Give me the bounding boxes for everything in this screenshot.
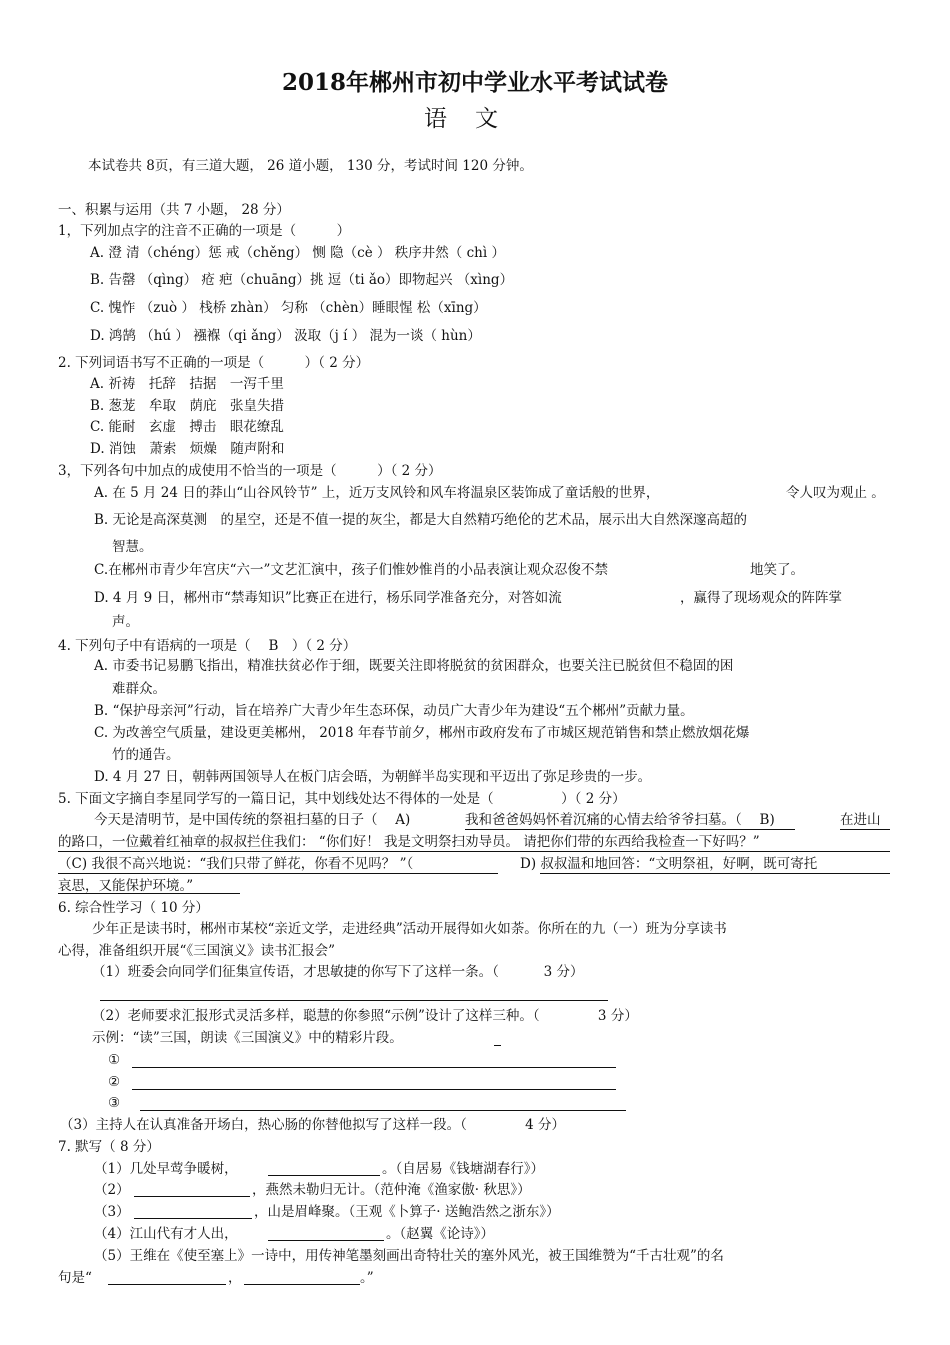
exam-intro: 本试卷共 8页，有三道大题， 26 道小题， 130 分，考试时间 120 分钟。: [88, 158, 533, 174]
q3-stem: 3，下列各句中加点的成使用不恰当的一项是（ ）（ 2 分）: [58, 463, 442, 479]
q7-blank-5[interactable]: [108, 1284, 226, 1285]
q3-option-b: B. 无论是高深莫测 的星空，还是不值一提的灰尘，都是大自然精巧绝伦的艺术品，展示出大自然深邃高超的: [94, 512, 748, 528]
q3-option-a: A. 在 5 月 24 日的莽山“山谷风铃节” 上，近万支风铃和风车将温泉区装饰成了童话般的世界，: [94, 485, 660, 501]
section-heading: 一、积累与运用（共 7 小题， 28 分）: [58, 202, 290, 218]
q4-option-c: C. 为改善空气质量，建设更美郴州， 2018 年春节前夕，郴州市政府发布了市城区规范销售和禁止燃放烟花爆: [94, 725, 750, 741]
q6-num-3: ③: [108, 1095, 121, 1111]
q3-option-d: D. 4 月 9 日，郴州市“禁毒知识”比赛正在进行，杨乐同学准备充分，对答如流: [94, 590, 562, 606]
q5-text-3b: D) 叔叔温和地回答：“文明祭祖，好啊，既可寄托: [520, 856, 818, 872]
q5-text-2: 的路口，一位戴着红袖章的叔叔拦住我们： “你们好！ 我是文明祭扫劝导员。 请把你们带的东西给我检查一下好吗？”: [58, 834, 760, 850]
q7-line-3b: ，山是眉峰聚。（王观《卜算子· 送鲍浩然之浙东》）: [254, 1204, 560, 1220]
q5-underline-c3: [58, 873, 498, 874]
q4-option-b: B. “保护母亲河”行动，旨在培养广大青少年生态环保，动员广大青少年为建设“五个郴州”贡献力量。: [94, 703, 694, 719]
q6-sub-2: （2）老师要求汇报形式灵活多样，聪慧的你参照“示例”设计了这样三种。（ 3 分）: [92, 1008, 638, 1024]
exam-title: 2018年郴州市初中学业水平考试试卷: [281, 69, 668, 96]
q6-answer-line-3[interactable]: [132, 1089, 616, 1090]
q6-answer-line-2[interactable]: [132, 1067, 616, 1068]
q2-option-c: C. 能耐 玄虚 搏击 眼花缭乱: [90, 419, 284, 435]
q6-example-mark: [494, 1045, 501, 1046]
q2-stem: 2. 下列词语书写不正确的一项是（ ）（ 2 分）: [58, 355, 370, 371]
q7-line-5: （5）王维在《使至塞上》一诗中，用传神笔墨刻画出奇特壮关的塞外风光，被王国维赞为“千古壮观”的名: [94, 1248, 724, 1264]
q5-text-1a: 今天是清明节，是中国传统的祭祖扫墓的日子（ A): [94, 812, 411, 828]
q3-option-d-end: ，赢得了现场观众的阵阵掌: [680, 590, 842, 606]
q5-text-3a: （C) 我很不高兴地说：“我们只带了鲜花，你看不见吗？ ”（: [58, 856, 414, 872]
q6-num-2: ②: [108, 1074, 121, 1090]
q5-underline-d2: [58, 893, 240, 894]
q4-option-a: A. 市委书记易鹏飞指出，精准扶贫必作于细，既要关注即将脱贫的贫困群众，也要关注已脱贫但不稳固的困: [94, 658, 734, 674]
q5-text-1c: 在进山: [840, 812, 881, 828]
q5-text-4: 哀思，又能保护环境。”: [58, 878, 194, 894]
q7-line-4b: 。（赵翼《论诗》）: [386, 1226, 494, 1242]
q3-option-d-cont: 声。: [112, 614, 139, 630]
q6-num-1: ①: [108, 1052, 121, 1068]
q4-option-d: D. 4 月 27 日，朝韩两国领导人在板门店会晤，为朝鲜半岛实现和平迈出了弥足珍贵的一步。: [94, 769, 652, 785]
q7-line-2a: （2）: [94, 1182, 130, 1198]
q3-option-a-idiom: 令人叹为观止 。: [786, 485, 885, 501]
q6-answer-line-1[interactable]: [100, 1000, 608, 1001]
q2-option-a: A. 祈祷 托辞 拮据 一泻千里: [90, 376, 284, 392]
q3-option-c: C.在郴州市青少年宫庆“六一”文艺汇演中，孩子们惟妙惟肖的小品表演让观众忍俊不禁: [94, 562, 608, 578]
q7-line-3a: （3）: [94, 1204, 130, 1220]
q5-underline-c2: [58, 851, 890, 852]
q6-stem: 6. 综合性学习（ 10 分）: [58, 900, 209, 916]
q5-underline-b: [465, 829, 795, 830]
q1-option-b: B. 告罄 （qìng） 疮 疤（chuāng）挑 逗（ti ǎo）即物起兴 （xìng）: [90, 272, 514, 288]
q1-option-a: A. 澄 清（chéng）惩 戒（chěng） 恻 隐（cè ） 秩序井然（ chì ）: [90, 245, 505, 261]
q6-passage-2: 心得，准备组织开展“《三国演义》读书汇报会”: [58, 943, 336, 959]
q7-line-1a: （1）几处早莺争暖树，: [94, 1161, 238, 1177]
q6-sub-3: （3）主持人在认真准备开场白，热心肠的你替他拟写了这样一段。（ 4 分）: [60, 1117, 566, 1133]
q7-blank-6[interactable]: [244, 1284, 360, 1285]
q1-option-d: D. 鸿鹄 （hú ） 襁褓（qi ǎng） 汲取（j í ） 混为一谈（ hùn）: [90, 328, 481, 344]
q7-stem: 7. 默写（ 8 分）: [58, 1139, 160, 1155]
q5-underline-c1: [840, 829, 890, 830]
q7-blank-2[interactable]: [134, 1196, 250, 1197]
q4-option-c-cont: 竹的通告。: [112, 747, 180, 763]
q2-option-b: B. 葱茏 牟取 荫庇 张皇失措: [90, 398, 285, 414]
q7-line-4a: （4）江山代有才人出，: [94, 1226, 238, 1242]
q7-blank-4[interactable]: [268, 1240, 384, 1241]
q7-line-6c: 。”: [360, 1270, 374, 1286]
q7-line-6b: ，: [228, 1270, 242, 1286]
q6-sub-1: （1）班委会向同学们征集宣传语，才思敏捷的你写下了这样一条。（ 3 分）: [92, 964, 584, 980]
q5-text-1b: 我和爸爸妈妈怀着沉痛的心情去给爷爷扫墓。（ B): [465, 812, 775, 828]
q3-option-c-end: 地笑了。: [750, 562, 804, 578]
q6-answer-line-4[interactable]: [140, 1110, 626, 1111]
q7-blank-3[interactable]: [134, 1218, 252, 1219]
exam-subject: 语文: [424, 106, 526, 132]
q5-stem: 5. 下面文字摘自李星同学写的一篇日记，其中划线处达不得体的一处是（ ）（ 2 分）: [58, 791, 626, 807]
q7-blank-1[interactable]: [268, 1175, 380, 1176]
q3-option-b-cont: 智慧。: [112, 539, 153, 555]
q7-line-1b: 。（自居易《钱塘湖春行》）: [382, 1161, 544, 1177]
q1-stem: 1，下列加点字的注音不正确的一项是（ ）: [58, 223, 351, 239]
q7-line-6a: 句是“: [58, 1270, 92, 1286]
q7-line-2b: ，燕然未勒归无计。（范仲淹《渔家傲· 秋思》）: [252, 1182, 531, 1198]
q5-underline-d1: [540, 873, 890, 874]
q4-stem: 4. 下列句子中有语病的一项是（ B ）（ 2 分）: [58, 638, 357, 654]
q6-example: 示例：“读”三国，朗读《三国演义》中的精彩片段。: [92, 1030, 403, 1046]
q4-option-a-cont: 难群众。: [112, 681, 166, 697]
q1-option-c: C. 愧怍 （zuò ） 栈桥 zhàn） 匀称 （chèn）睡眼惺 松（xīng）: [90, 300, 487, 316]
q2-option-d: D. 消蚀 萧索 烦燥 随声附和: [90, 441, 285, 457]
q6-passage-1: 少年正是读书时，郴州市某校“亲近文学，走进经典”活动开展得如火如荼。你所在的九（一）班为分享读书: [92, 921, 727, 937]
